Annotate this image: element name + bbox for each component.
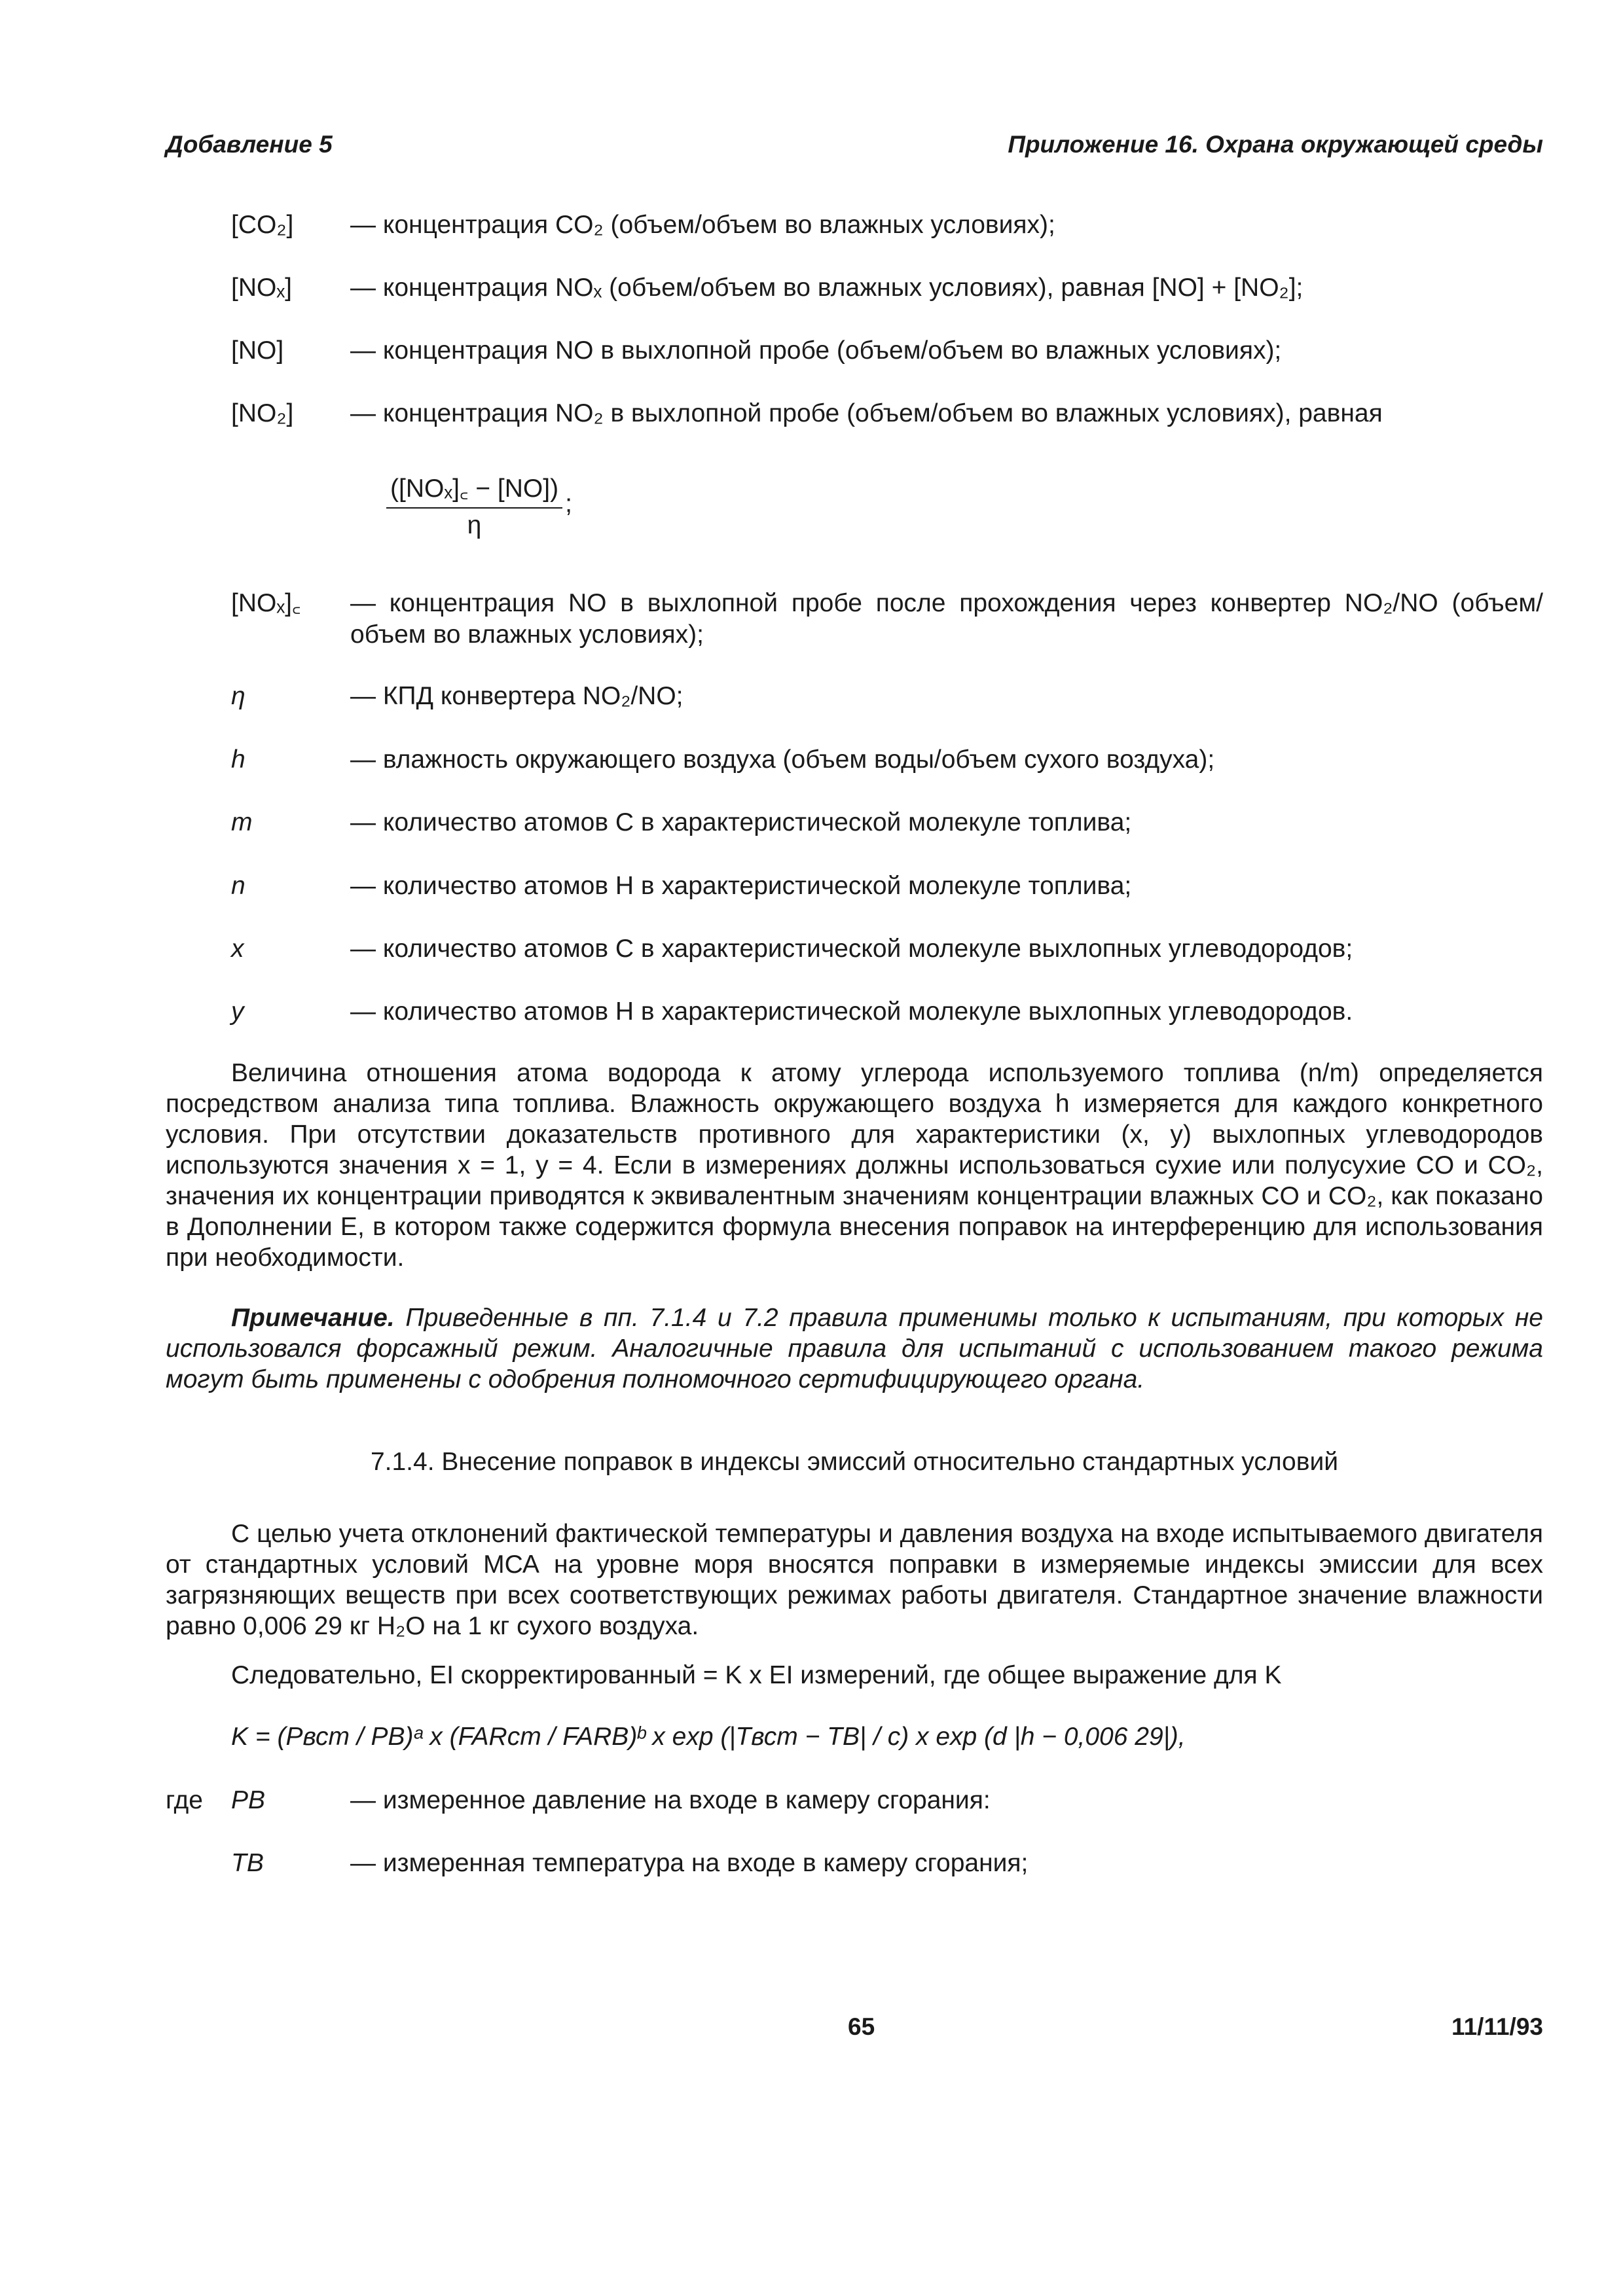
definition-co2 xyxy=(231,209,1543,241)
definition-text: — концентрация NO в выхлопной пробе (объем/объем во влажных условиях); xyxy=(350,336,1282,365)
correction-formula: K = (Pвст / PВ)ᵃ x (FARст / FARВ)ᵇ x exp (|Tвст − TВ| / c) x exp (d |h − 0,006 29|), xyxy=(231,1723,1186,1751)
definition-symbol: m xyxy=(231,808,253,836)
definition-symbol: h xyxy=(231,745,246,774)
no2-fraction xyxy=(386,470,572,540)
definition-n xyxy=(231,870,1543,902)
definition-nox xyxy=(231,272,1543,304)
definition-symbol: [CO₂] xyxy=(231,211,294,239)
definition-symbol: n xyxy=(231,872,246,900)
definition-symbol: TВ xyxy=(231,1849,264,1877)
definition-text: — количество атомов С в характеристической молекуле топлива; xyxy=(350,808,1132,836)
definition-tb xyxy=(231,1848,1543,1879)
definition-text: — измеренная температура на входе в камеру сгорания; xyxy=(350,1849,1029,1877)
definition-x xyxy=(231,933,1543,965)
running-header-left: Добавление 5 xyxy=(166,131,333,158)
definition-symbol: PВ xyxy=(231,1786,266,1814)
definition-text: — количество атомов С в характеристической молекуле выхлопных углеводородов; xyxy=(350,935,1353,963)
definition-text: — влажность окружающего воздуха (объем воды/объем сухого воздуха); xyxy=(350,745,1215,774)
note-text: Приведенные в пп. 7.1.4 и 7.2 правила применимы только к испытаниям, при которых не использовался форсажный режим. Аналогичные правила для испытаний с использованием такого режима могут быть применены с одобрения полномочного сертифицирующего органа. xyxy=(166,1304,1543,1393)
definition-text: — измеренное давление на входе в камеру сгорания: xyxy=(350,1786,991,1814)
definition-y xyxy=(231,996,1543,1028)
body-paragraph: Величина отношения атома водорода к атому углерода используемого топлива (n/m) определяется посредством анализа типа топлива. Влажность окружающего воздуха h измеряется для каждого конкретного условия. При отсутствии доказательств противного для характеристики (x, y) выхлопных углеводородов используются значения x = 1, y = 4. Если в измерениях должны использоваться сухие или полусухие CO и CO₂, значения их концентрации приводятся к эквивалентным значениям концентрации влажных CO и CO₂, как показано в Дополнении E, в котором также содержится формула внесения поправок на интерференцию для использования при необходимости. xyxy=(166,1059,1543,1272)
fraction-denominator: η xyxy=(467,511,482,539)
where-prefix: где xyxy=(166,1786,203,1814)
note-label: Примечание. xyxy=(231,1304,395,1332)
definition-h xyxy=(231,744,1543,776)
definition-symbol: η xyxy=(231,682,246,710)
fraction-numerator: ([NOₓ]꜀ − [NO]) xyxy=(386,470,562,509)
note-paragraph xyxy=(166,1302,1543,1395)
definition-text: — концентрация NO в выхлопной пробе после прохождения через конвертер NO₂/NO (объем/объем во влажных условиях); xyxy=(350,589,1543,649)
definition-symbol: y xyxy=(231,997,244,1026)
body-paragraph: С целью учета отклонений фактической температуры и давления воздуха на входе испытываемого двигателя от стандартных условий МСА на уровне моря вносятся поправки в измеряемые индексы эмиссии для всех загрязняющих веществ при всех соответствующих режимах работы двигателя. Стандартное значение влажности равно 0,006 29 кг H₂O на 1 кг сухого воздуха. xyxy=(166,1520,1543,1640)
definition-symbol: x xyxy=(231,935,244,963)
definition-symbol: [NO₂] xyxy=(231,399,294,427)
definition-noxc xyxy=(231,588,1543,651)
section-heading: 7.1.4. Внесение поправок в индексы эмиссий относительно стандартных условий xyxy=(370,1448,1339,1476)
definition-text: — количество атомов Н в характеристической молекуле выхлопных углеводородов. xyxy=(350,997,1353,1026)
running-header-right: Приложение 16. Охрана окружающей среды xyxy=(1008,131,1543,158)
definition-no2 xyxy=(231,398,1543,429)
definition-text: — концентрация CO₂ (объем/объем во влажных условиях); xyxy=(350,211,1055,239)
definition-pb xyxy=(231,1785,1543,1816)
body-paragraph: Следовательно, EI скорректированный = K x EI измерений, где общее выражение для K xyxy=(231,1661,1282,1689)
definition-symbol: [NOₓ] xyxy=(231,274,292,302)
definition-text: — КПД конвертера NO₂/NO; xyxy=(350,682,684,710)
fraction-suffix: ; xyxy=(565,490,572,518)
footer-date: 11/11/93 xyxy=(1451,2013,1543,2040)
definition-m xyxy=(231,807,1543,838)
definition-text: — концентрация NOₓ (объем/объем во влажных условиях), равная [NO] + [NO₂]; xyxy=(350,274,1304,302)
page-number: 65 xyxy=(848,2013,875,2040)
definition-text: — концентрация NO₂ в выхлопной пробе (объем/объем во влажных условиях), равная xyxy=(350,399,1383,427)
definition-eta xyxy=(231,681,1543,712)
definition-no xyxy=(231,335,1543,367)
definition-text: — количество атомов Н в характеристической молекуле топлива; xyxy=(350,872,1132,900)
definition-symbol: [NOₓ]꜀ xyxy=(231,589,301,617)
definition-symbol: [NO] xyxy=(231,336,284,365)
